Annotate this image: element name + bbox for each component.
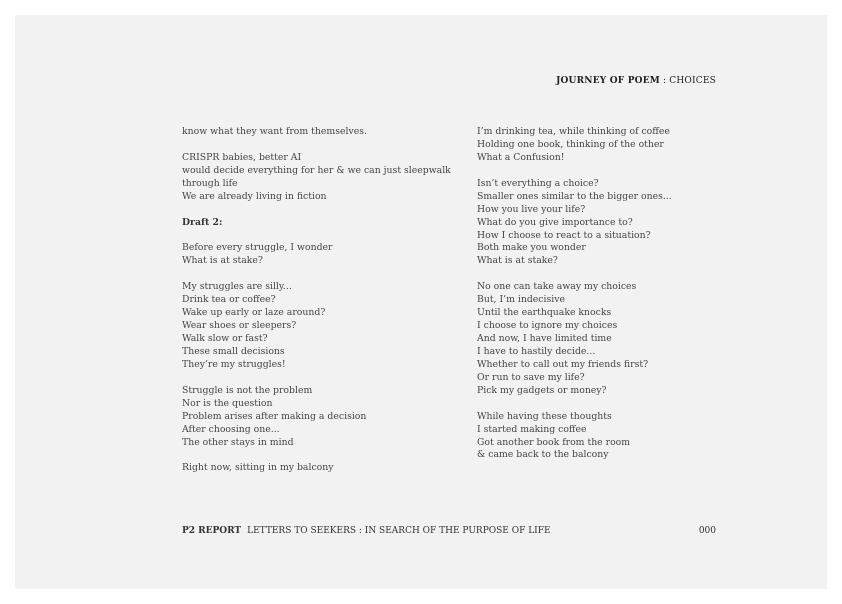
poem-line: through life: [182, 177, 238, 189]
poem-line: Both make you wonder: [477, 242, 586, 254]
poem-line: Holding one book, thinking of the other: [477, 138, 664, 150]
poem-line: Isn’t everything a choice?: [477, 177, 599, 189]
poem-line: My struggles are silly...: [182, 281, 292, 293]
poem-line: No one can take away my choices: [477, 281, 637, 293]
poem-line: What a Confusion!: [477, 151, 565, 163]
page-header: [556, 76, 716, 86]
poem-line: & came back to the balcony: [477, 449, 609, 461]
poem-line: And now, I have limited time: [477, 333, 612, 344]
poem-line: know what they want from themselves.: [182, 126, 367, 137]
poem-line: They’re my struggles!: [182, 358, 286, 370]
poem-line: would decide everything for her & we can just sleepwalk: [182, 164, 451, 176]
poem-line: How I choose to react to a situation?: [477, 229, 651, 241]
poem-line: Wake up early or laze around?: [182, 307, 326, 319]
poem-line: What do you give importance to?: [477, 216, 633, 228]
poem-line: Wear shoes or sleepers?: [182, 320, 297, 332]
poem-line: But, I’m indecisive: [477, 294, 565, 306]
poem-line: Or run to save my life?: [477, 371, 585, 383]
poem-line: After choosing one...: [182, 423, 280, 435]
page-footer: [182, 526, 551, 536]
poem-line: While having these thoughts: [477, 410, 612, 422]
poem-line: Smaller ones similar to the bigger ones...: [477, 190, 672, 202]
poem-line: Nor is the question: [182, 397, 273, 409]
poem-line: Pick my gadgets or money?: [477, 384, 607, 396]
poem-line: Whether to call out my friends first?: [477, 358, 649, 370]
poem-line: Until the earthquake knocks: [477, 307, 612, 319]
header-title: JOURNEY OF POEM: [556, 76, 660, 86]
footer-report-label: P2 REPORT: [182, 526, 242, 536]
draft-heading: Draft 2:: [182, 216, 223, 228]
poem-line: Problem arises after making a decision: [182, 410, 367, 422]
poem-line: What is at stake?: [182, 255, 263, 267]
poem-line: Before every struggle, I wonder: [182, 242, 333, 254]
header-section: CHOICES: [669, 76, 716, 86]
poem-line: CRISPR babies, better AI: [182, 151, 302, 163]
poem-line: I choose to ignore my choices: [477, 320, 618, 332]
poem-line: Walk slow or fast?: [182, 333, 268, 344]
left-column: [182, 126, 451, 475]
poem-line: I have to hastily decide...: [477, 345, 596, 357]
poem-line: Right now, sitting in my balcony: [182, 462, 334, 474]
poem-line: How you live your life?: [477, 203, 586, 215]
header-separator: :: [663, 76, 667, 86]
poem-line: These small decisions: [182, 345, 285, 357]
poem-line: I started making coffee: [477, 423, 587, 435]
page-number: 000: [698, 526, 716, 536]
poem-line: What is at stake?: [477, 255, 558, 267]
poem-line: Got another book from the room: [477, 436, 631, 448]
poem-line: Drink tea or coffee?: [182, 294, 276, 306]
footer-title: LETTERS TO SEEKERS : IN SEARCH OF THE PURPOSE OF LIFE: [247, 526, 551, 536]
poem-line: I’m drinking tea, while thinking of coffee: [477, 126, 670, 137]
right-column: [477, 126, 672, 462]
poem-line: The other stays in mind: [182, 436, 294, 448]
poem-line: Struggle is not the problem: [182, 384, 313, 396]
document-page: [15, 15, 827, 589]
poem-line: We are already living in fiction: [182, 190, 327, 202]
